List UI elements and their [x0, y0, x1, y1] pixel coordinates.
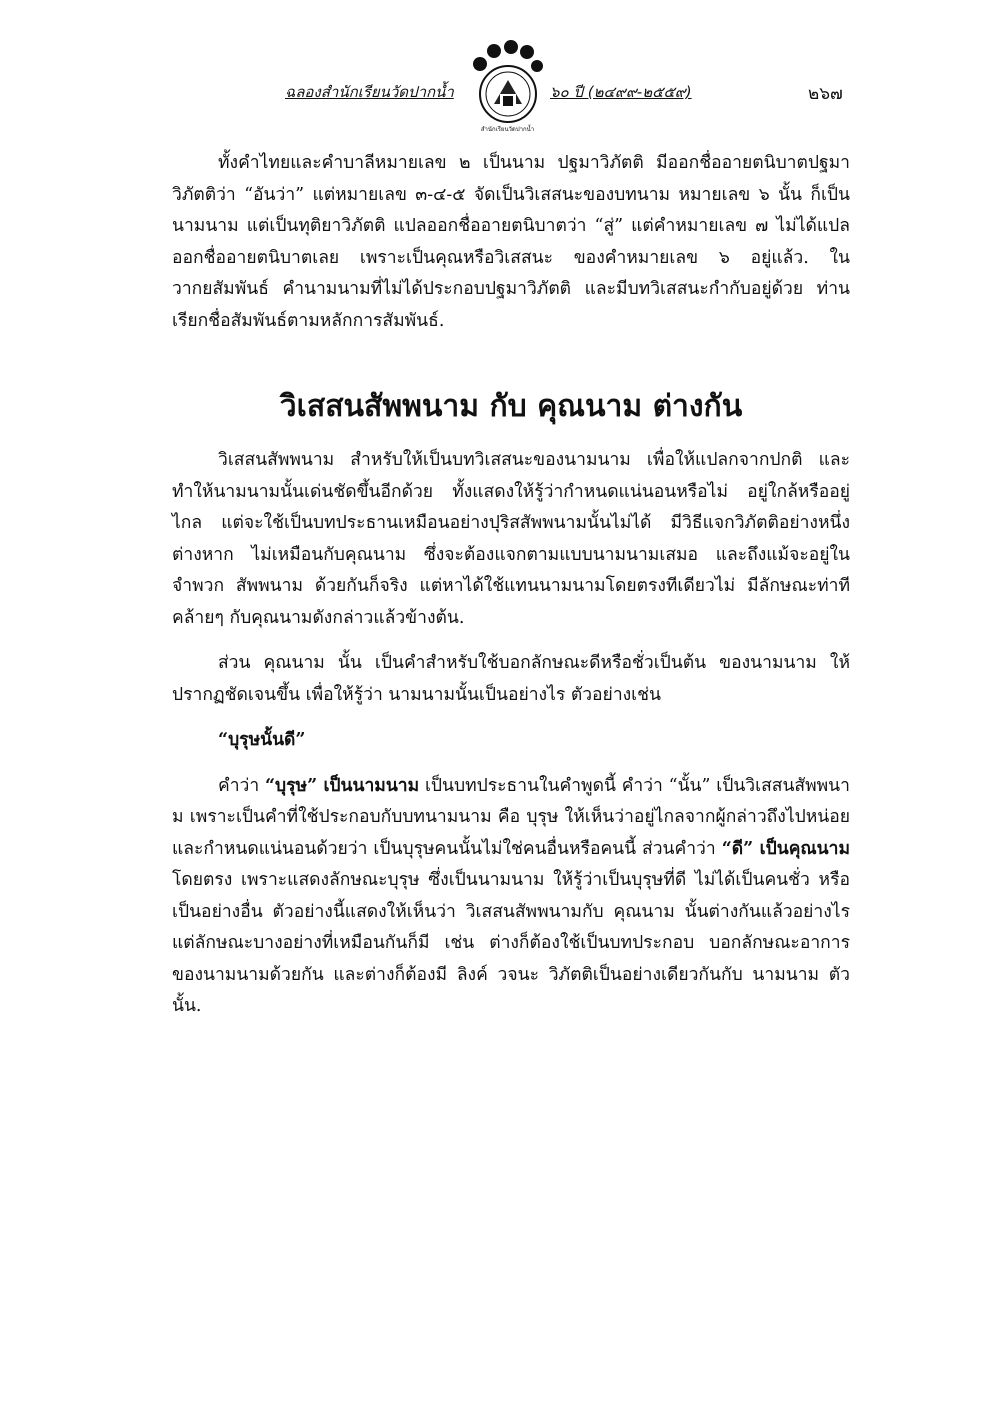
paragraph-4: [172, 771, 850, 1023]
header-center-text: ๖๐ ปี (๒๔๙๙-๒๕๕๙): [550, 83, 692, 101]
p4-text-1: คำว่า: [218, 775, 260, 796]
paragraph-2: วิเสสนสัพพนาม สำหรับให้เป็นบทวิเสสนะของนามนาม เพื่อให้แปลกจากปกติ และทำให้นามนามนั้นเด่นชัดขึ้นอีกด้วย ทั้งแสดงให้รู้ว่ากำหนดแน่นอนหรือไม่ อยู่ใกล้หรืออยู่ไกล แต่จะใช้เป็นบทประธานเหมือนอย่างปุริสสัพพนามนั้นไม่ได้ มีวิธีแจกวิภัตติอย่างหนึ่งต่างหาก ไม่เหมือนกับคุณนาม ซึ่งจะต้องแจกตามแบบนามนามเสมอ และถึงแม้จะอยู่ในจำพวก สัพพนาม ด้วยกันก็จริง แต่หาได้ใช้แทนนามนามโดยตรงทีเดียวไม่ มีลักษณะท่าทีคล้ายๆ กับคุณนามดังกล่าวแล้วข้างต้น.: [172, 450, 850, 628]
page-body: [172, 148, 850, 1037]
page-header: [280, 38, 843, 138]
emblem-caption: สำนักเรียนวัดปากน้ำ: [480, 126, 535, 133]
p4-bold-1: “บุรุษ” เป็นนามนาม: [264, 775, 420, 796]
emblem-icon: [470, 38, 545, 128]
emblem-logo: [470, 38, 545, 138]
p4-text-2: เป็นบทประธานในคำพูดนี้ คำว่า “นั้น” เป็นวิเสสนสัพพนาม เพราะเป็นคำที่ใช้ประกอบกับบทนามนาม คือ บุรุษ ให้เห็นว่าอยู่ไกลจากผู้กล่าวถึงไปหน่อย และกำหนดแน่นอนด้วยว่า เป็นบุรุษคนนั้นไม่ใช่คนอื่นหรือคนนี้ ส่วนคำว่า: [172, 775, 850, 859]
header-left-text: ฉลองสำนักเรียนวัดปากน้ำ: [285, 83, 454, 101]
example-quote: “บุรุษนั้นดี”: [218, 730, 306, 750]
page-number: ๒๖๗: [808, 84, 843, 104]
p4-bold-2: “ดี” เป็นคุณนาม: [721, 838, 850, 859]
section-heading: วิเสสนสัพพนาม กับ คุณนาม ต่างกัน: [279, 389, 743, 424]
paragraph-3: ส่วน คุณนาม นั้น เป็นคำสำหรับใช้บอกลักษณะดีหรือชั่วเป็นต้น ของนามนาม ให้ปรากฏชัดเจนขึ้น เพื่อให้รู้ว่า นามนามนั้นเป็นอย่างไร ตัวอย่างเช่น: [172, 653, 850, 705]
paragraph-1: ทั้งคำไทยและคำบาลีหมายเลข ๒ เป็นนาม ปฐมาวิภัตติ มีออกชื่ออายตนิบาตปฐมาวิภัตติว่า “อันว่า” แต่หมายเลข ๓-๔-๕ จัดเป็นวิเสสนะของบทนาม หมายเลข ๖ นั้น ก็เป็นนามนาม แต่เป็นทุติยาวิภัตติ แปลออกชื่ออายตนิบาตว่า “สู่” แต่คำหมายเลข ๗ ไม่ได้แปลออกชื่ออายตนิบาตเลย เพราะเป็นคุณหรือวิเสสนะ ของคำหมายเลข ๖ อยู่แล้ว. ในวากยสัมพันธ์ คำนามนามที่ไม่ได้ประกอบปฐมาวิภัตติ และมีบทวิเสสนะกำกับอยู่ด้วย ท่านเรียกชื่อสัมพันธ์ตามหลักการสัมพันธ์.: [172, 153, 850, 331]
p4-text-3: โดยตรง เพราะแสดงลักษณะบุรุษ ซึ่งเป็นนามนาม ให้รู้ว่าเป็นบุรุษที่ดี ไม่ได้เป็นคนชั่ว หรือเป็นอย่างอื่น ตัวอย่างนี้แสดงให้เห็นว่า วิเสสนสัพพนามกับ คุณนาม นั้นต่างกันแล้วอย่างไร แต่ลักษณะบางอย่างที่เหมือนกันก็มี เช่น ต่างก็ต้องใช้เป็นบทประกอบ บอกลักษณะอาการของนามนามด้วยกัน และต่างก็ต้องมี ลิงค์ วจนะ วิภัตติเป็นอย่างเดียวกันกับ นามนาม ตัวนั้น.: [172, 870, 850, 1016]
